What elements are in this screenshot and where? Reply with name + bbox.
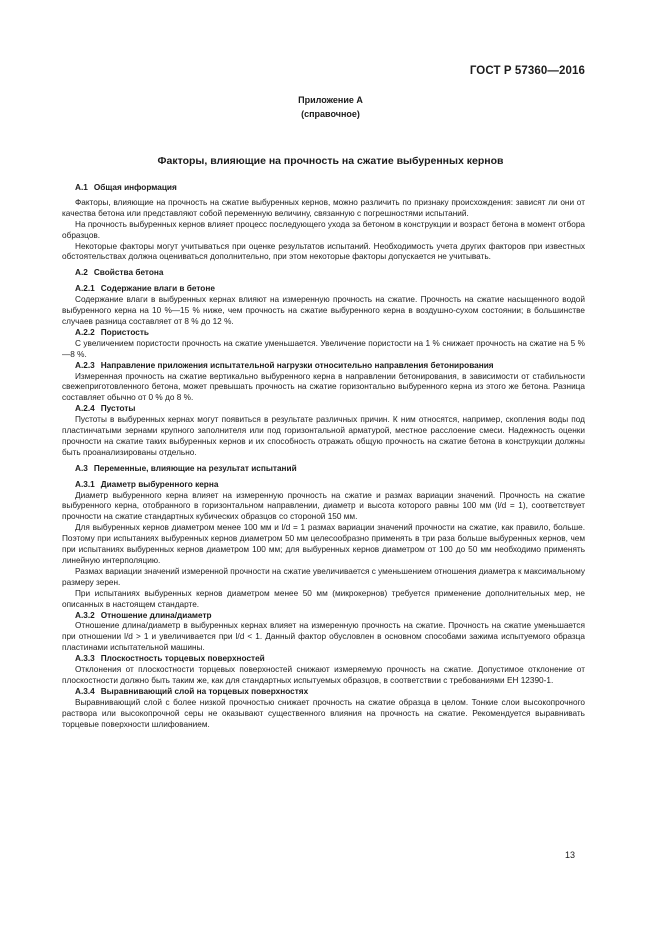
- section-heading-a1: А.1 Общая информация: [75, 183, 177, 192]
- paragraph: Выравнивающий слой с более низкой прочностью снижает прочность на сжатие образца в целом. Тонкие слои высокопрочного раствора или высокопрочной серы не оказывают существенного влияния на прочность на сжатие. Рекомендуется выравнивать торцевые поверхности шлифованием.: [62, 697, 585, 729]
- annex-subtitle: (справочное): [301, 109, 360, 119]
- paragraph: При испытаниях выбуренных кернов диаметром менее 50 мм (микрокернов) требуется применение дополнительных мер, не описанных в настоящем стандарте.: [62, 588, 585, 609]
- subsection-heading-a34: А.3.4 Выравнивающий слой на торцевых поверхностях: [75, 686, 309, 696]
- document-body: [62, 183, 585, 731]
- paragraph: Для выбуренных кернов диаметром менее 100 мм и l/d = 1 размах вариации значений прочности на сжатие, как правило, больше. Поэтому при испытаниях выбуренных кернов диаметром 50 мм целесообразно применять в три раза больше выбуренных кернов, чем при испытаниях выбуренных кернов диаметром 100 мм; для выбуренных кернов диаметром от 100 до 50 мм необходимо применять линейную интерполяцию.: [62, 523, 585, 565]
- paragraph: Содержание влаги в выбуренных кернах влияют на измеренную прочность на сжатие. Прочность на сжатие насыщенного водой выбуренного керна на 10 %—15 % ниже, чем прочность на сжатие выбуренного керна в воздушно-сухом состоянии; в большинстве случаев разница составляет от 8 % до 12 %.: [62, 295, 585, 326]
- subsection-heading-a23: А.2.3 Направление приложения испытательной нагрузки относительно направления бетонирования: [75, 360, 494, 370]
- document-title: Факторы, влияющие на прочность на сжатие выбуренных кернов: [157, 155, 504, 167]
- paragraph: Пустоты в выбуренных кернах могут появиться в результате различных причин. К ним относятся, например, скопления воды под пластинчатыми зернами крупного заполнителя или под горизонтальной арматурой, местное расслоение смеси. Надежность оценки прочности на сжатие таких выбуренных кернов и их способность отражать общую прочность на сжатие бетона в конструкции должны быть проанализированы отдельно.: [62, 415, 585, 457]
- annex-heading: [0, 93, 661, 121]
- standard-code: ГОСТ Р 57360—2016: [469, 65, 585, 77]
- paragraph: Отношение длина/диаметр в выбуренных кернах влияет на измеренную прочность на сжатие. Прочность на сжатие уменьшается при отношении l/d > 1 и увеличивается при l/d < 1. Данный фактор обусловлен в основном способами зажима испытуемого образца пластинами испытательной машины.: [62, 621, 585, 653]
- subsection-heading-a31: А.3.1 Диаметр выбуренного керна: [75, 479, 219, 489]
- paragraph: Некоторые факторы могут учитываться при оценке результатов испытаний. Необходимость учета других факторов при известных обстоятельствах должна оцениваться дополнительно, при этом некоторые факторы допускается не учитывать.: [62, 241, 585, 262]
- paragraph: Размах вариации значений измеренной прочности на сжатие увеличивается с уменьшением отношения диаметра к максимальному размеру зерен.: [62, 566, 585, 587]
- paragraph: Факторы, влияющие на прочность на сжатие выбуренных кернов, можно различить по признаку происхождения: зависят ли они от качества бетона или представляют собой переменную величину, связанную с погрешностями испытаний.: [62, 197, 585, 218]
- paragraph: На прочность выбуренных кернов влияет процесс последующего ухода за бетоном в конструкции и возраст бетона в момент отбора образцов.: [62, 219, 585, 240]
- paragraph: Измеренная прочность на сжатие вертикально выбуренного керна в направлении бетонирования, в зависимости от стабильности свежеприготовленного бетона, может превышать прочность на сжатие горизонтально выбуренного керна из этого же бетона. Разница составляет обычно от 0 % до 8 %.: [62, 371, 585, 403]
- subsection-heading-a24: А.2.4 Пустоты: [75, 404, 136, 414]
- subsection-heading-a32: А.3.2 Отношение длина/диаметр: [75, 610, 212, 620]
- subsection-heading-a33: А.3.3 Плоскостность торцевых поверхностей: [75, 654, 265, 664]
- paragraph: С увеличением пористости прочность на сжатие уменьшается. Увеличение пористости на 1 % снижает прочность на сжатие на 5 %—8 %.: [62, 338, 585, 359]
- section-heading-a3: А.3 Переменные, влияющие на результат испытаний: [75, 463, 297, 473]
- paragraph: Отклонения от плоскостности торцевых поверхностей снижают измеряемую прочность на сжатие. Допустимое отклонение от плоскостности должно быть таким же, как для стандартных испытуемых образцов, в соответствии с требованиями ЕН 12390-1.: [62, 665, 585, 685]
- annex-title: Приложение А: [298, 95, 363, 105]
- section-heading-a2: А.2 Свойства бетона: [75, 268, 164, 278]
- subsection-heading-a22: А.2.2 Пористость: [75, 327, 149, 337]
- paragraph: Диаметр выбуренного керна влияет на измеренную прочность на сжатие и размах вариации значений. Прочность на сжатие выбуренного керна, отобранного в горизонтальном направлении, диаметр и высота которого равны 100 мм (l/d = 1), соответствует прочности на сжатие стандартных кубических образцов со стороной 150 мм.: [62, 490, 585, 522]
- subsection-heading-a21: А.2.1 Содержание влаги в бетоне: [75, 284, 215, 294]
- page-number: 13: [564, 850, 575, 860]
